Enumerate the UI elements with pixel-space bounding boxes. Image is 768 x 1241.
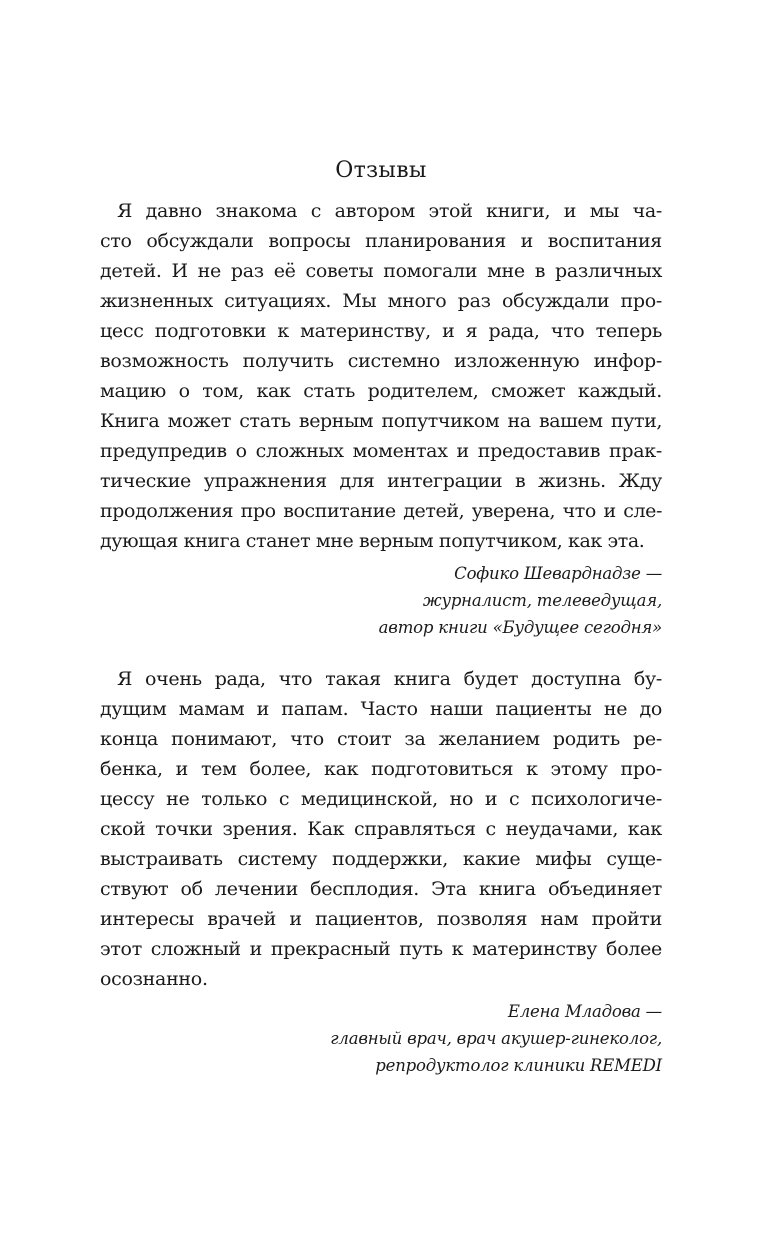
text-line: продолжения про воспитание детей, уверена, что и сле- <box>100 500 662 522</box>
review-block-2 <box>100 664 662 1079</box>
text-line: бенка, и тем более, как подготовиться к этому про- <box>100 758 662 780</box>
review-attribution <box>100 560 662 641</box>
text-line: возможность получить системно изложенную инфор- <box>100 350 662 372</box>
review-attribution <box>100 998 662 1079</box>
text-line: Книга может стать верным попутчиком на вашем пути, <box>100 410 662 432</box>
text-line: жизненных ситуациях. Мы много раз обсуждали про- <box>100 290 662 312</box>
text-line: детей. И не раз её советы помогали мне в различных <box>100 260 662 282</box>
text-line: интересы врачей и пациентов, позволяя нам пройти <box>100 908 662 930</box>
text-line: конца понимают, что стоит за желанием родить ре- <box>100 728 662 750</box>
review-text <box>100 664 662 994</box>
author-book: автор книги «Будущее сегодня» <box>378 618 662 637</box>
text-line: ской точки зрения. Как справляться с неудачами, как <box>100 818 662 840</box>
text-line: тические упражнения для интеграции в жизнь. Жду <box>100 470 662 492</box>
text-line: сто обсуждали вопросы планирования и воспитания <box>100 230 662 252</box>
author-role: главный врач, врач акушер-гинеколог, <box>330 1029 662 1048</box>
text-line: дующая книга станет мне верным попутчиком, как эта. <box>100 530 645 552</box>
text-line: выстраивать систему поддержки, какие мифы суще- <box>100 848 662 870</box>
text-line: Я очень рада, что такая книга будет доступна бу- <box>117 668 662 690</box>
author-name: Елена Младова — <box>507 1002 662 1021</box>
text-line: этот сложный и прекрасный путь к материнству более <box>100 938 662 960</box>
text-line: ствуют об лечении бесплодия. Эта книга объединяет <box>100 878 662 900</box>
author-role: журналист, телеведущая, <box>422 591 662 610</box>
text-line: Я давно знакома с автором этой книги, и мы ча- <box>117 200 662 222</box>
review-text <box>100 196 662 556</box>
page-title: Отзывы <box>335 158 427 183</box>
text-line: цессу не только с медицинской, но и с психологиче- <box>100 788 662 810</box>
text-line: мацию о том, как стать родителем, сможет каждый. <box>100 380 662 402</box>
author-name: Софико Шеварднадзе — <box>454 564 662 583</box>
text-line: цесс подготовки к материнству, и я рада, что теперь <box>100 320 662 342</box>
text-line: дущим мамам и папам. Часто наши пациенты не до <box>100 698 662 720</box>
author-affiliation: репродуктолог клиники REMEDI <box>375 1056 662 1075</box>
review-block-1 <box>100 196 662 641</box>
text-line: предупредив о сложных моментах и предоставив прак- <box>100 440 662 462</box>
text-line: осознанно. <box>100 968 208 990</box>
